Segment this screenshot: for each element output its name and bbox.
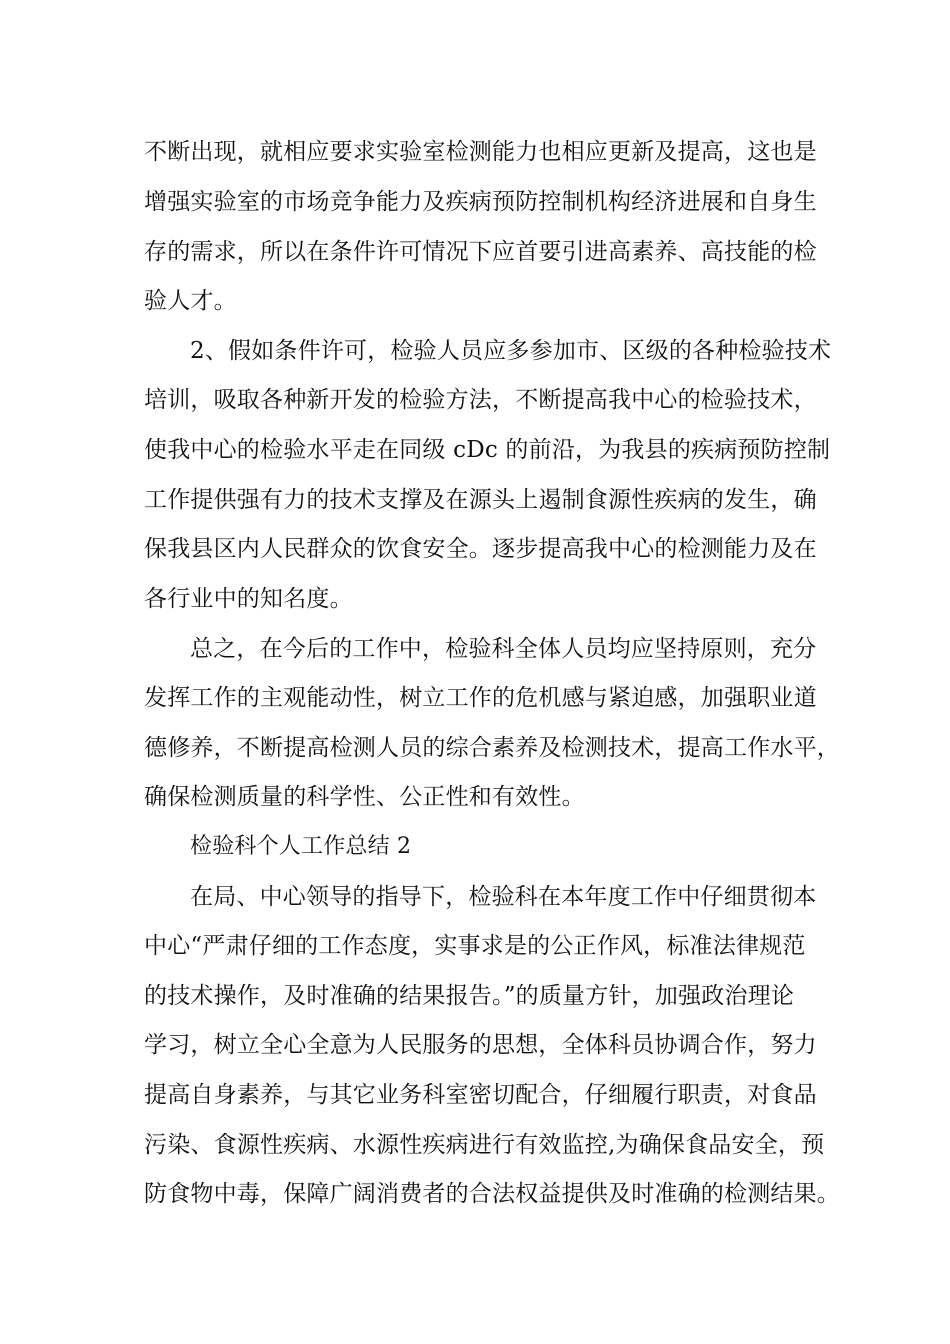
paragraph-4-line-3: 的技术操作，及时准确的结果报告。”的质量方针，加强政治理论 — [144, 983, 795, 1009]
paragraph-4-line-1: 在局、中心领导的指导下，检验科在本年度工作中仔细贯彻本 — [190, 884, 817, 910]
paragraph-4-line-2: 中心“严肃仔细的工作态度，实事求是的公正作风，标准法律规范 — [144, 933, 806, 959]
paragraph-2-line-2: 培训，吸取各种新开发的检验方法，不断提高我中心的检验技术， — [144, 387, 817, 413]
paragraph-4-line-4: 学习，树立全心全意为人民服务的思想，全体科员协调合作，努力 — [144, 1032, 817, 1058]
paragraph-3-line-4: 确保检测质量的科学性、公正性和有效性。 — [144, 784, 585, 810]
paragraph-1-line-3: 存的需求，所以在条件许可情况下应首要引进高素养、高技能的检 — [144, 239, 817, 265]
paragraph-2-line-1: 2、假如条件许可，检验人员应多参加市、区级的各种检验技术 — [190, 338, 832, 364]
paragraph-4-line-7: 防食物中毒，保障广阔消费者的合法权益提供及时准确的检测结果。 — [144, 1181, 840, 1207]
paragraph-2-line-6: 各行业中的知名度。 — [144, 586, 353, 612]
paragraph-3-line-2: 发挥工作的主观能动性，树立工作的危机感与紧迫感，加强职业道 — [144, 685, 817, 711]
paragraph-4-line-6: 污染、食源性疾病、水源性疾病进行有效监控,为确保食品安全，预 — [144, 1132, 825, 1158]
paragraph-3-line-3: 德修养，不断提高检测人员的综合素养及检测技术，提高工作水平， — [144, 735, 840, 761]
paragraph-3-line-1: 总之，在今后的工作中，检验科全体人员均应坚持原则，充分 — [190, 636, 817, 662]
section-heading: 检验科个人工作总结 2 — [190, 834, 412, 859]
paragraph-1-line-2: 增强实验室的市场竞争能力及疾病预防控制机构经济进展和自身生 — [144, 189, 817, 215]
paragraph-4-line-5: 提高自身素养，与其它业务科室密切配合，仔细履行职责，对食品 — [144, 1082, 817, 1108]
paragraph-1-line-1: 不断出现，就相应要求实验室检测能力也相应更新及提高，这也是 — [144, 139, 817, 165]
paragraph-2-line-4: 工作提供强有力的技术支撑及在源头上遏制食源性疾病的发生，确 — [144, 487, 817, 513]
paragraph-1-line-4: 验人才。 — [144, 288, 237, 314]
paragraph-2-line-5: 保我县区内人民群众的饮食安全。逐步提高我中心的检测能力及在 — [144, 536, 817, 562]
paragraph-2-line-3: 使我中心的检验水平走在同级 cDc 的前沿，为我县的疾病预防控制 — [144, 437, 831, 463]
